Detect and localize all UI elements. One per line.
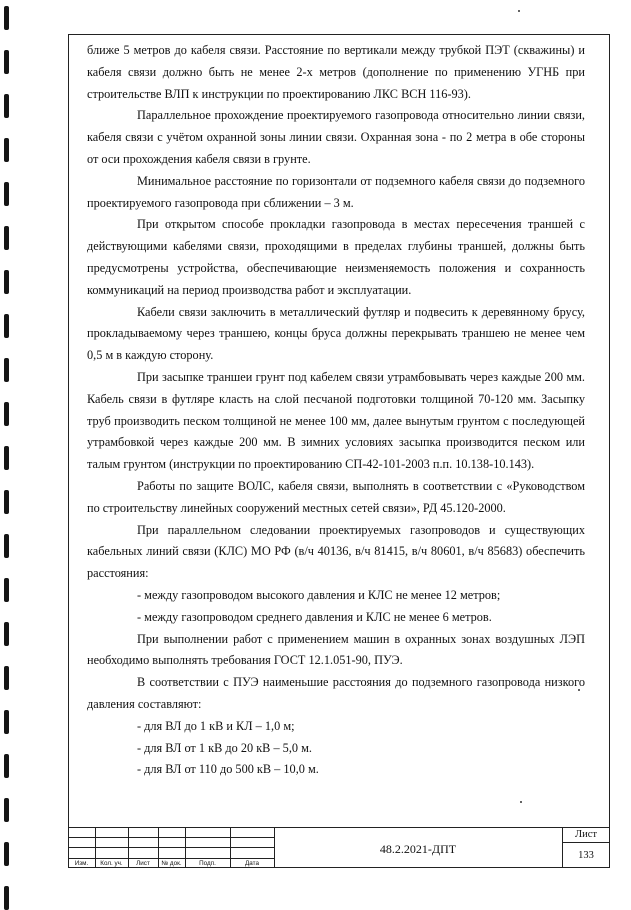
document-body	[87, 40, 585, 781]
stamp-row-line	[68, 858, 274, 859]
document-number: 48.2.2021-ДПТ	[379, 842, 457, 856]
paragraph: При параллельном следовании проектируемых газопроводов и существующих кабельных линий связи (КЛС) МО РФ (в/ч 40136, в/ч 81415, в/ч 80601, в/ч 85683) обеспечить расстояния:	[87, 522, 585, 581]
binding-hole-mark	[4, 622, 9, 646]
binding-hole-mark	[4, 710, 9, 734]
stamp-col-kol-uch: Кол. уч.	[100, 860, 123, 867]
sheet-number: 133	[578, 850, 594, 861]
binding-hole-mark	[4, 182, 9, 206]
binding-hole-mark	[4, 490, 9, 514]
stamp-row-line	[562, 842, 610, 843]
scan-speck	[518, 10, 520, 12]
paragraph: ближе 5 метров до кабеля связи. Расстояние по вертикали между трубкой ПЭТ (скважины) и кабеля связи должно быть не менее 2-х метров (дополнение по применению УГНБ при строительстве ВЛП к инструкции по проектированию ЛКС ВСН 116-93).	[87, 43, 585, 101]
binding-hole-mark	[4, 94, 9, 118]
paragraph: В соответствии с ПУЭ наименьшие расстояния до подземного газопровода низкого давления составляют:	[87, 675, 585, 711]
sheet-label: Лист	[575, 829, 597, 840]
paragraph: При засыпке траншеи грунт под кабелем связи утрамбовывать через каждые 200 мм. Кабель связи в футляре класть на слой песчаной подготовки толщиной 70-120 мм. Засыпку труб производить песком толщиной не менее 100 мм, далее вынутым грунтом с последующей утрамбовкой через каждые 200 мм. В зимних условиях засыпка производится песком или талым грунтом (инструкции по проектированию СП-42-101-2003 п.п. 10.138-10.143).	[87, 369, 585, 472]
list-item: - для ВЛ от 1 кВ до 20 кВ – 5,0 м.	[137, 740, 312, 755]
stamp-row-line	[68, 837, 274, 838]
list-item: - между газопроводом среднего давления и КЛС не менее 6 метров.	[137, 609, 492, 624]
binding-hole-mark	[4, 842, 9, 866]
binding-hole-mark	[4, 138, 9, 162]
binding-hole-mark	[4, 886, 9, 910]
binding-hole-mark	[4, 314, 9, 338]
binding-hole-mark	[4, 754, 9, 778]
stamp-col-izm: Изм.	[74, 860, 89, 867]
stamp-row-line	[68, 847, 274, 848]
binding-hole-mark	[4, 6, 9, 30]
binding-hole-mark	[4, 446, 9, 470]
list-item: - для ВЛ от 110 до 500 кВ – 10,0 м.	[137, 762, 319, 777]
binding-hole-mark	[4, 358, 9, 382]
binding-hole-mark	[4, 270, 9, 294]
scan-speck	[520, 801, 522, 803]
binding-hole-mark	[4, 666, 9, 690]
binding-hole-mark	[4, 402, 9, 426]
binding-hole-mark	[4, 226, 9, 250]
binding-hole-mark	[4, 534, 9, 558]
binding-hole-mark	[4, 578, 9, 602]
paragraph: Кабели связи заключить в металлический футляр и подвесить к деревянному брусу, прокладываемому через траншею, концы бруса должны перекрывать траншею не менее чем 0,5 м в каждую сторону.	[87, 304, 585, 363]
binding-hole-mark	[4, 50, 9, 74]
paragraph: Работы по защите ВОЛС, кабеля связи, выполнять в соответствии с «Руководством по строительству линейных сооружений местных сетей связи», РД 45.120-2000.	[87, 478, 585, 515]
stamp-col-list: Лист	[136, 860, 150, 867]
paragraph: Минимальное расстояние по горизонтали от подземного кабеля связи до подземного проектируемого газопровода при сближении – 3 м.	[87, 173, 585, 210]
binding-holes	[0, 0, 14, 905]
binding-hole-mark	[4, 798, 9, 822]
stamp-col-podp: Подп.	[199, 860, 216, 867]
paragraph: При открытом способе прокладки газопровода в местах пересечения траншей с действующими кабелями связи, проходящими в пределах глубины траншей, должны быть предусмотрены устройства, обеспечивающие неизменяемость положения и сохранность коммуникаций на период производства работ и эксплуатации.	[87, 217, 585, 297]
paragraph: Параллельное прохождение проектируемого газопровода относительно линии связи, кабеля связи с учётом охранной зоны линии связи. Охранная зона - по 2 метра в обе стороны от оси прохождения кабеля связи в грунте.	[87, 108, 585, 166]
list-item: - для ВЛ до 1 кВ и КЛ – 1,0 м;	[137, 718, 295, 733]
list-item: - между газопроводом высокого давления и КЛС не менее 12 метров;	[137, 587, 501, 602]
title-block	[68, 827, 610, 868]
stamp-col-doc: № док.	[161, 860, 182, 867]
stamp-col-data: Дата	[245, 860, 259, 867]
paragraph: При выполнении работ с применением машин в охранных зонах воздушных ЛЭП необходимо выполнять требования ГОСТ 12.1.051-90, ПУЭ.	[87, 631, 585, 668]
